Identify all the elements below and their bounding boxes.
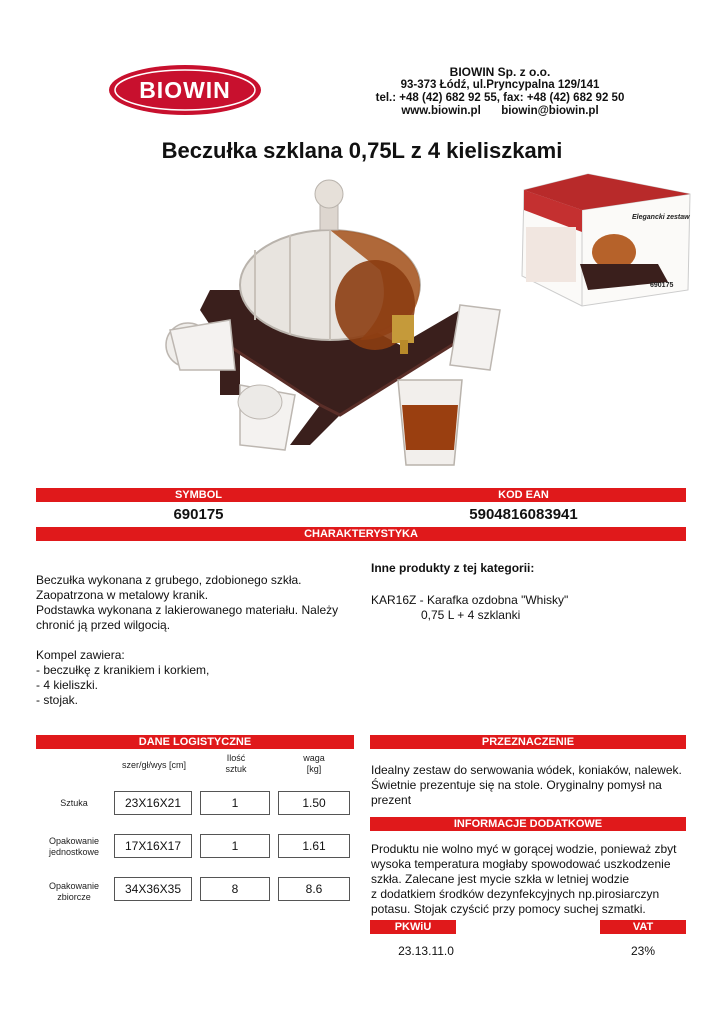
col-dims-header: szer/gł/wys [cm] bbox=[121, 760, 186, 770]
char-line: Podstawka wykonana z lakierowanego materiału. Należy bbox=[36, 603, 339, 617]
other-products-heading: Inne produkty z tej kategorii: bbox=[371, 561, 535, 575]
purpose-bar: PRZEZNACZENIE bbox=[370, 735, 686, 749]
page-title: Beczułka szklana 0,75L z 4 kieliszkami bbox=[161, 138, 563, 163]
vat-bar: VAT bbox=[600, 920, 686, 934]
additional-line: potasu. Stojak czyścić przy pomocy suchej szmatki. bbox=[371, 902, 646, 916]
box-code: 690175 bbox=[650, 282, 674, 289]
company-logo bbox=[108, 64, 262, 116]
company-email[interactable]: biowin@biowin.pl bbox=[501, 105, 599, 117]
row-weight: 1.61 bbox=[278, 834, 350, 858]
additional-info-bar: INFORMACJE DODATKOWE bbox=[370, 817, 686, 831]
row-name: Sztuka bbox=[60, 798, 88, 808]
vat-value: 23% bbox=[630, 944, 656, 958]
char-line bbox=[36, 633, 356, 648]
row-dims: 34X36X35 bbox=[114, 877, 192, 901]
row-name: Opakowanie zbiorcze bbox=[48, 881, 100, 902]
company-info bbox=[360, 66, 640, 118]
purpose-line: prezent bbox=[371, 793, 412, 807]
char-line: - stojak. bbox=[36, 693, 79, 707]
char-line: - beczułkę z kranikiem i korkiem, bbox=[36, 663, 210, 677]
other-product-line[interactable]: KAR16Z - Karafka ozdobna "Whisky" bbox=[371, 593, 569, 607]
col-qty-header: Ilość sztuk bbox=[225, 753, 247, 774]
additional-info-text bbox=[371, 842, 701, 917]
symbol-value: 690175 bbox=[173, 506, 224, 523]
char-line: Beczułka wykonana z grubego, zdobionego szkła. bbox=[36, 573, 302, 587]
char-line: chronić ją przed wilgocią. bbox=[36, 618, 171, 632]
company-name: BIOWIN Sp. z o.o. bbox=[449, 65, 551, 79]
char-line: Zaopatrzona w metalowy kranik. bbox=[36, 588, 209, 602]
logistics-bar: DANE LOGISTYCZNE bbox=[36, 735, 354, 749]
col-weight-header: waga [kg] bbox=[303, 753, 325, 774]
company-web-email bbox=[360, 105, 640, 118]
row-weight: 8.6 bbox=[278, 877, 350, 901]
row-qty: 8 bbox=[200, 877, 270, 901]
pkwiu-bar: PKWiU bbox=[370, 920, 456, 934]
company-address: 93-373 Łódź, ul.Pryncypalna 129/141 bbox=[400, 79, 600, 91]
row-dims: 23X16X21 bbox=[114, 791, 192, 815]
row-qty: 1 bbox=[200, 791, 270, 815]
other-product-line: 0,75 L + 4 szklanki bbox=[421, 608, 521, 622]
other-products bbox=[371, 561, 691, 623]
logo-text: BIOWIN bbox=[139, 77, 231, 103]
purpose-line: Idealny zestaw do serwowania wódek, koniaków, nalewek. bbox=[371, 763, 682, 777]
additional-line: Produktu nie wolno myć w gorącej wodzie, ponieważ zbyt bbox=[371, 842, 677, 856]
characteristics-bar: CHARAKTERYSTYKA bbox=[36, 527, 686, 541]
product-image bbox=[160, 170, 520, 480]
pkwiu-value: 23.13.11.0 bbox=[398, 944, 454, 958]
additional-line: z dodatkiem środków dezynfekcyjnych np.pirosiarczyn bbox=[371, 887, 660, 901]
box-label: Elegancki zestaw bbox=[632, 214, 690, 221]
char-line: - 4 kieliszki. bbox=[36, 678, 99, 692]
char-line: Kompel zawiera: bbox=[36, 648, 125, 662]
additional-line: wysoka temperatura mogłaby spowodować uszkodzenie bbox=[371, 857, 671, 871]
row-qty: 1 bbox=[200, 834, 270, 858]
additional-line: szkła. Zalecane jest mycie szkła w letniej wodzie bbox=[371, 872, 630, 886]
company-web[interactable]: www.biowin.pl bbox=[401, 105, 481, 117]
characteristics-text bbox=[36, 573, 356, 708]
row-weight: 1.50 bbox=[278, 791, 350, 815]
company-phone: tel.: +48 (42) 682 92 55, fax: +48 (42) 682 92 50 bbox=[375, 92, 625, 104]
ean-value: 5904816083941 bbox=[469, 506, 578, 523]
box-image bbox=[518, 172, 694, 308]
row-dims: 17X16X17 bbox=[114, 834, 192, 858]
purpose-line: Świetnie prezentuje się na stole. Oryginalny pomysł na bbox=[371, 778, 662, 792]
purpose-text bbox=[371, 763, 701, 808]
row-name: Opakowanie jednostkowe bbox=[48, 836, 100, 857]
ean-label: KOD EAN bbox=[498, 489, 549, 501]
symbol-label: SYMBOL bbox=[174, 489, 223, 501]
